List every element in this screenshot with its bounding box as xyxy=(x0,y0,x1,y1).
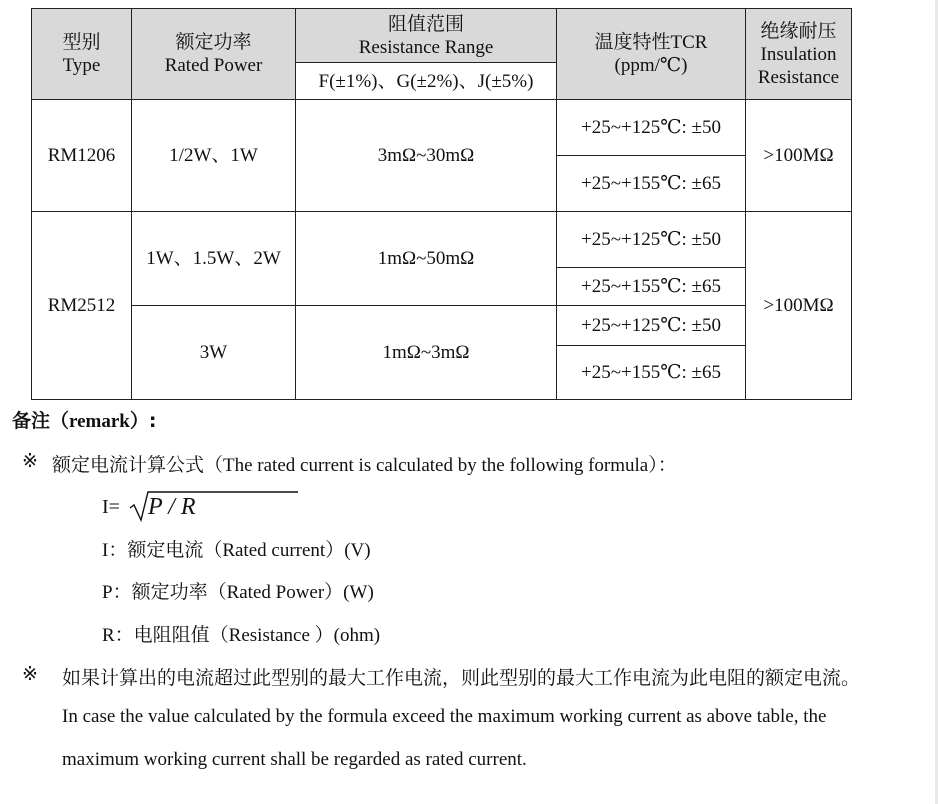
cell-insulation-rm2512: >100MΩ xyxy=(746,212,852,400)
cell-range-rm2512-a: 1mΩ~50mΩ xyxy=(296,212,557,306)
cell-power-rm1206: 1/2W、1W xyxy=(132,100,296,212)
definition-p: P：额定功率（Rated Power）(W) xyxy=(102,582,374,603)
cell-tcr-125: +25~+125℃: ±50 xyxy=(557,306,746,346)
cell-range-rm1206: 3mΩ~30mΩ xyxy=(296,100,557,212)
cell-type-rm1206: RM1206 xyxy=(32,100,132,212)
formula-rhs: P / R xyxy=(148,494,196,520)
cell-range-rm2512-b: 1mΩ~3mΩ xyxy=(296,306,557,400)
remark-title: 备注（remark）: xyxy=(12,410,157,432)
header-tolerance: F(±1%)、G(±2%)、J(±5%) xyxy=(296,63,557,100)
header-rated-power: 额定功率 Rated Power xyxy=(132,9,296,100)
definition-r: R：电阻阻值（Resistance ）(ohm) xyxy=(102,625,381,646)
cell-tcr-125: +25~+125℃: ±50 xyxy=(557,212,746,268)
note-marker: ※ xyxy=(22,451,38,472)
note2-en-line1: In case the value calculated by the formula exceed the maximum working current as above table, the xyxy=(62,706,827,727)
cell-power-rm2512-a: 1W、1.5W、2W xyxy=(132,212,296,306)
cell-tcr-155: +25~+155℃: ±65 xyxy=(557,156,746,212)
header-resistance-range: 阻值范围 Resistance Range xyxy=(296,9,557,63)
cell-power-rm2512-b: 3W xyxy=(132,306,296,400)
header-insulation: 绝缘耐压 Insulation Resistance xyxy=(746,9,852,100)
formula-lhs: I= xyxy=(102,496,120,518)
header-tcr: 温度特性TCR (ppm/℃) xyxy=(557,9,746,100)
cell-type-rm2512: RM2512 xyxy=(32,212,132,400)
cell-tcr-155: +25~+155℃: ±65 xyxy=(557,268,746,306)
formula-intro: 额定电流计算公式（The rated current is calculated by the following formula）： xyxy=(52,455,677,476)
note2-cn: 如果计算出的电流超过此型别的最大工作电流，则此型别的最大工作电流为此电阻的额定电流。 xyxy=(62,668,861,689)
cell-insulation-rm1206: >100MΩ xyxy=(746,100,852,212)
note2-en-line2: maximum working current shall be regarded as rated current. xyxy=(62,749,527,770)
note-marker: ※ xyxy=(22,664,38,685)
header-type: 型别 Type xyxy=(32,9,132,100)
spec-table xyxy=(31,8,852,400)
definition-i: I：额定电流（Rated current）(V) xyxy=(102,540,371,561)
cell-tcr-155: +25~+155℃: ±65 xyxy=(557,346,746,400)
cell-tcr-125: +25~+125℃: ±50 xyxy=(557,100,746,156)
